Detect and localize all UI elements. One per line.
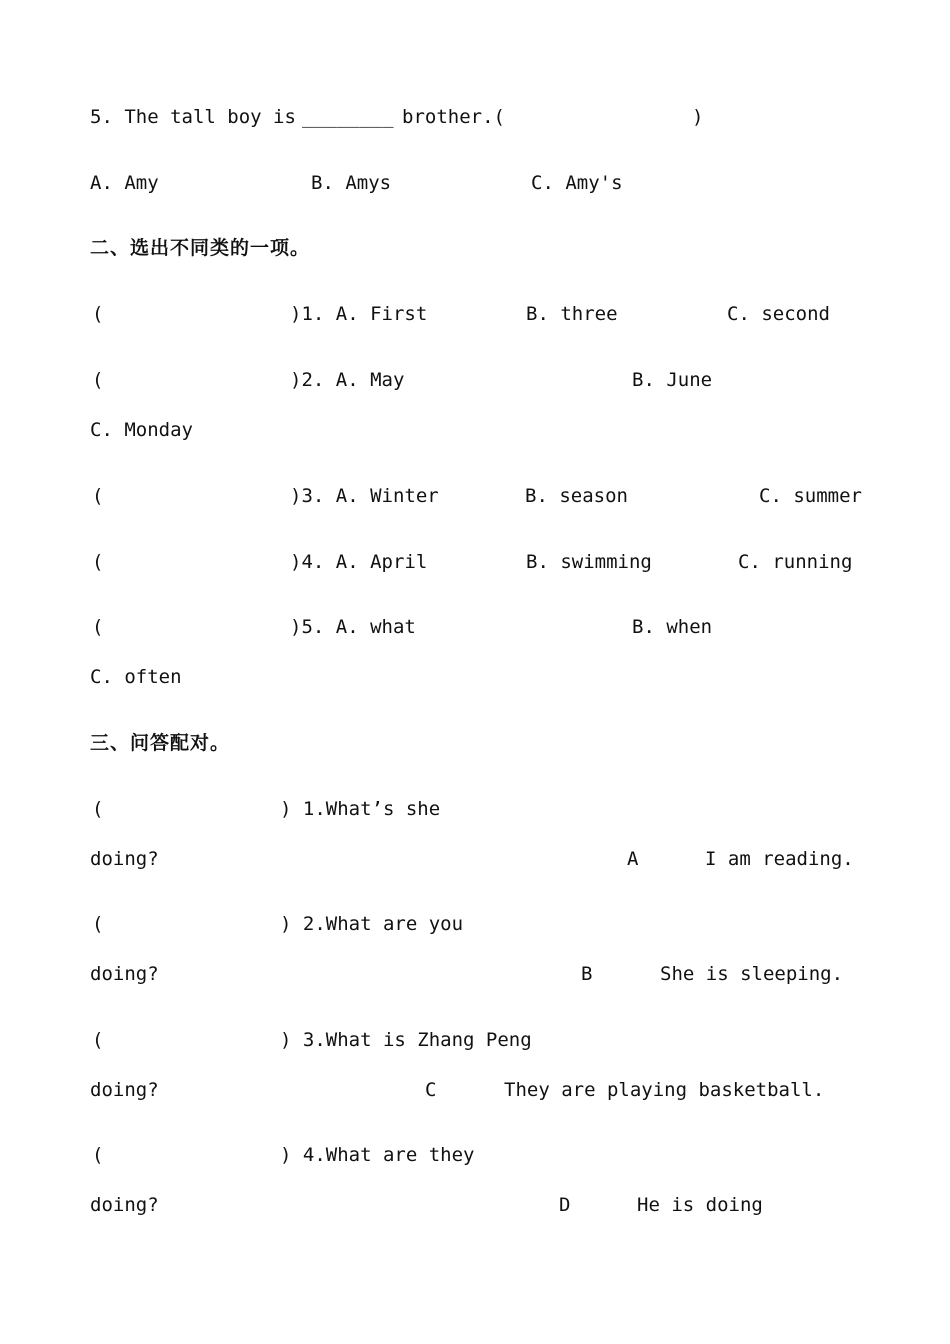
s2-paren-open: (: [92, 485, 104, 507]
s2-paren-open: (: [92, 369, 104, 391]
s2-item-prefix: )2. A. May: [290, 369, 405, 391]
s3-answer: I am reading.: [705, 848, 854, 870]
s3-answer-letter: A: [627, 848, 639, 870]
s3-answer-letter: C: [425, 1079, 437, 1101]
q5-option-c: C. Amy's: [531, 172, 623, 194]
s2-item-prefix: )4. A. April: [290, 551, 428, 573]
q5-option-a: A. Amy: [90, 172, 159, 194]
q5-stem: 5. The tall boy is: [90, 106, 296, 128]
s2-option-c: C. second: [727, 303, 830, 325]
s2-option-b: B. swimming: [526, 551, 652, 573]
s3-paren-open: (: [92, 1144, 104, 1166]
s3-doing: doing?: [90, 963, 159, 985]
s3-paren-open: (: [92, 913, 104, 935]
s2-paren-open: (: [92, 551, 104, 573]
s2-option-c: C. summer: [759, 485, 862, 507]
q5-stem-tail: brother.(: [402, 106, 505, 128]
s2-option-b: B. season: [525, 485, 628, 507]
s3-doing: doing?: [90, 848, 159, 870]
s3-question: ) 2.What are you: [280, 913, 464, 935]
section3-heading: 三、问答配对。: [90, 732, 231, 754]
s2-item-prefix: )3. A. Winter: [290, 485, 439, 507]
s2-option-b: B. June: [632, 369, 713, 391]
q5-blank[interactable]: ________: [302, 106, 394, 128]
s3-answer: She is sleeping.: [660, 963, 844, 985]
s3-paren-open: (: [92, 1029, 104, 1051]
s2-option-c: C. often: [90, 666, 182, 688]
s2-paren-open: (: [92, 303, 104, 325]
s3-answer: He is doing: [637, 1194, 763, 1216]
s3-answer: They are playing basketball.: [504, 1079, 825, 1101]
section2-heading: 二、选出不同类的一项。: [90, 237, 311, 259]
s3-question: ) 4.What are they: [280, 1144, 475, 1166]
s2-item-prefix: )5. A. what: [290, 616, 416, 638]
q5-option-b: B. Amys: [311, 172, 392, 194]
s3-paren-open: (: [92, 798, 104, 820]
s2-option-c: C. running: [738, 551, 853, 573]
s3-doing: doing?: [90, 1194, 159, 1216]
s3-answer-letter: B: [581, 963, 593, 985]
s3-answer-letter: D: [559, 1194, 571, 1216]
s3-question: ) 3.What is Zhang Peng: [280, 1029, 532, 1051]
s3-question: ) 1.What’s she: [280, 798, 441, 820]
s2-option-b: B. when: [632, 616, 713, 638]
q5-paren-close: ): [692, 106, 704, 128]
s2-paren-open: (: [92, 616, 104, 638]
s2-option-c: C. Monday: [90, 419, 193, 441]
s3-doing: doing?: [90, 1079, 159, 1101]
s2-item-prefix: )1. A. First: [290, 303, 428, 325]
s2-option-b: B. three: [526, 303, 618, 325]
